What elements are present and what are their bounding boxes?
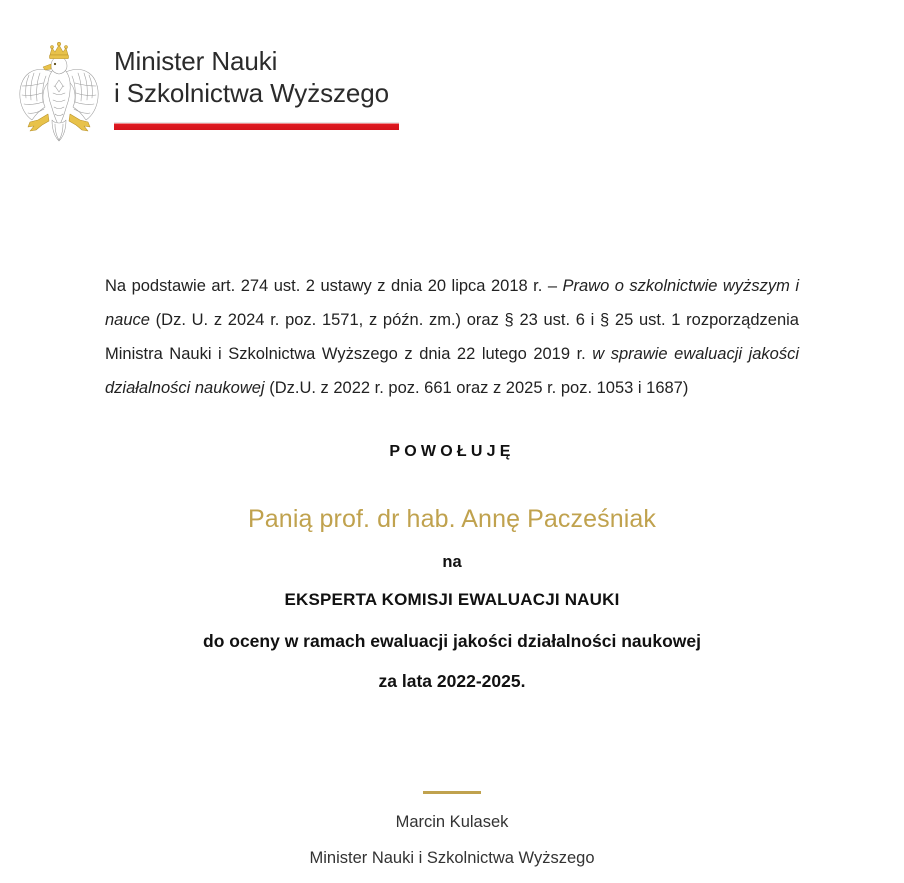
legal-basis-italic-act-title: Prawo o szkolnictwie wyższym i nauce bbox=[105, 276, 799, 329]
appointment-period: za lata 2022-2025. bbox=[378, 671, 526, 691]
signature-divider bbox=[423, 791, 481, 794]
legal-basis-part1: Na podstawie art. 274 ust. 2 ustawy z dnia 20 lipca 2018 r. – bbox=[105, 276, 563, 295]
appointee-name: Panią prof. dr hab. Annę Pacześniak bbox=[248, 505, 656, 533]
ministry-name bbox=[114, 46, 399, 110]
legal-basis-part2: (Dz. U. z 2024 r. poz. 1571, z późn. zm.) oraz § 23 ust. 6 i § 25 ust. 1 rozporządzenia Ministra Nauki i Szkolnictwa Wyższego z dnia 22 lutego 2019 r. bbox=[105, 310, 799, 363]
appointment-role: EKSPERTA KOMISJI EWALUACJI NAUKI bbox=[284, 590, 620, 609]
appointment-preposition: na bbox=[442, 553, 462, 571]
letterhead bbox=[14, 38, 399, 146]
ministry-name-line1: Minister Nauki bbox=[114, 46, 278, 76]
legal-basis-paragraph bbox=[105, 269, 799, 405]
letterhead-text bbox=[114, 38, 399, 130]
legal-basis-italic-regulation-title: w sprawie ewaluacji jakości działalności naukowej bbox=[105, 344, 800, 397]
appointment-verb: POWOŁUJĘ bbox=[389, 443, 515, 460]
appointment-scope: do oceny w ramach ewaluacji jakości działalności naukowej bbox=[203, 631, 701, 651]
polish-eagle-emblem bbox=[14, 38, 104, 146]
legal-basis-part3: (Dz.U. z 2022 r. poz. 661 oraz z 2025 r. poz. 1053 i 1687) bbox=[264, 378, 689, 397]
signatory-title: Minister Nauki i Szkolnictwa Wyższego bbox=[309, 849, 595, 867]
polish-flag-rule bbox=[114, 122, 399, 130]
ministry-name-line2: i Szkolnictwa Wyższego bbox=[114, 77, 389, 108]
signatory-name: Marcin Kulasek bbox=[395, 813, 509, 831]
